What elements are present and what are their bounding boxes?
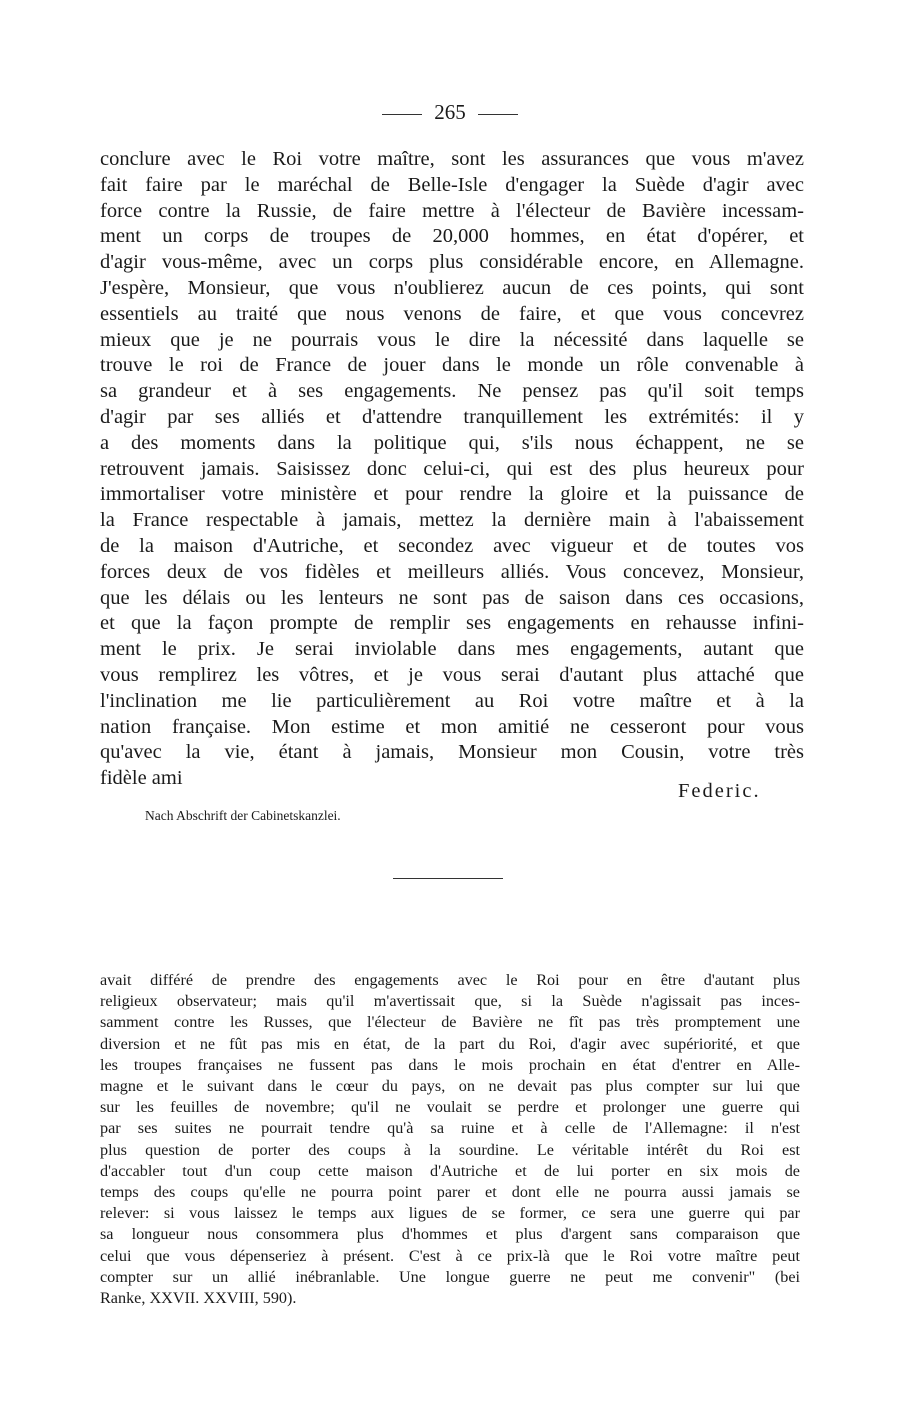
letter-line: ment un corps de troupes de 20,000 hommes, en état d'opérer, et	[100, 225, 804, 248]
letter-line: forces deux de vos fidèles et meilleurs alliés. Vous concevez, Monsieur,	[100, 560, 804, 583]
letter-line: J'espère, Monsieur, que vous n'oublierez aucun de ces points, qui sont	[100, 276, 804, 299]
footnote-line: plus question de porter des coups à la sourdine. Le véritable intérêt du Roi est	[100, 1140, 800, 1159]
letter-line: conclure avec le Roi votre maître, sont les assurances que vous m'avez	[100, 148, 804, 170]
letter-body	[100, 147, 804, 792]
footnote-line: temps des coups qu'elle ne pourra point parer et dont elle ne pourra aussi jamais se	[100, 1183, 800, 1202]
letter-line: l'inclination me lie particulièrement au Roi votre maître et à la	[100, 689, 804, 712]
footnote-line: avait différé de prendre des engagements avec le Roi pour en être d'autant plus	[100, 971, 800, 989]
footnote-body	[100, 970, 800, 1309]
letter-line: force contre la Russie, de faire mettre à l'électeur de Bavière incessam-	[100, 199, 804, 222]
letter-line: retrouvent jamais. Saisissez donc celui-ci, qui est des plus heureux pour	[100, 457, 804, 480]
footnote-line: relever: si vous laissez le temps aux ligues de se former, ce sera une guerre qui par	[100, 1204, 800, 1223]
footnote-line: celui que vous dépenseriez à présent. C'est à ce prix-là que le Roi votre maître peut	[100, 1246, 800, 1265]
footnote-line: sur les feuilles de novembre; qu'il ne voulait se perdre et prolonger une guerre qui	[100, 1098, 800, 1117]
page-number-header	[0, 100, 900, 125]
letter-line: fait faire par le maréchal de Belle-Isle d'engager la Suède d'agir avec	[100, 173, 804, 196]
letter-line: qu'avec la vie, étant à jamais, Monsieur mon Cousin, votre très	[100, 741, 804, 764]
letter-line: nation française. Mon estime et mon amitié ne cesseront pour vous	[100, 715, 804, 738]
footnote-line: compter sur un allié inébranlable. Une longue guerre ne peut me convenir" (bei	[100, 1267, 800, 1286]
letter-line: et que la façon prompte de remplir ses engagements en rehausse infini-	[100, 612, 804, 635]
footnote-line: religieux observateur; mais qu'il m'avertissait que, si la Suède n'agissait pas inces-	[100, 992, 800, 1011]
footnote-line: sa longueur nous consommera plus d'hommes et plus d'argent sans comparaison que	[100, 1225, 800, 1244]
letter-line: que les délais ou les lenteurs ne sont pas de saison dans ces occasions,	[100, 586, 804, 609]
footnote-line: Ranke, XXVII. XXVIII, 590).	[100, 1289, 297, 1308]
page-number: 265	[434, 100, 466, 124]
letter-line: trouve le roi de France de jouer dans le monde un rôle convenable à	[100, 354, 804, 377]
footnote-line: par ses suites ne pourrait tendre qu'à sa ruine et à celle de l'Allemagne: il n'est	[100, 1119, 800, 1138]
letter-line: la France respectable à jamais, mettez la dernière main à l'abaissement	[100, 509, 804, 532]
header-rule-left	[382, 114, 422, 115]
letter-line: essentiels au traité que nous venons de faire, et que vous concevrez	[100, 302, 804, 325]
letter-line: immortaliser votre ministère et pour rendre la gloire et la puissance de	[100, 483, 804, 506]
letter-line: de la maison d'Autriche, et secondez avec vigueur et de toutes vos	[100, 534, 804, 557]
signature: Federic.	[678, 780, 761, 802]
footnote-line: d'accabler tout d'un coup cette maison d'Autriche et de lui porter en six mois de	[100, 1161, 800, 1180]
letter-line: sa grandeur et à ses engagements. Ne pensez pas qu'il soit temps	[100, 380, 804, 403]
footnote-line: diversion et ne fût pas mis en état, de la part du Roi, d'agir avec supériorité, et que	[100, 1034, 800, 1053]
letter-line: d'agir par ses alliés et d'attendre tranquillement les extrémités: il y	[100, 405, 804, 428]
letter-line: d'agir vous-même, avec un corps plus considérable encore, en Allemagne.	[100, 251, 804, 274]
letter-line: fidèle ami	[100, 767, 183, 790]
letter-line: mieux que je ne pourrais vous le dire la nécessité dans laquelle se	[100, 328, 804, 351]
footnote-line: magne et le suivant dans le cœur du pays, on ne devait pas plus compter sur lui que	[100, 1077, 800, 1096]
letter-line: ment le prix. Je serai inviolable dans mes engagements, autant que	[100, 638, 804, 661]
source-note: Nach Abschrift der Cabinetskanzlei.	[145, 808, 341, 823]
letter-line: vous remplirez les vôtres, et je vous serai d'autant plus attaché que	[100, 663, 804, 686]
header-rule-right	[478, 114, 518, 115]
section-separator	[393, 878, 503, 879]
footnote-line: les troupes françaises ne fussent pas dans le mois prochain en état d'entrer en Alle-	[100, 1055, 800, 1074]
letter-line: a des moments dans la politique qui, s'ils nous échappent, ne se	[100, 431, 804, 454]
footnote-line: samment contre les Russes, que l'électeur de Bavière ne fît pas très promptement une	[100, 1013, 800, 1032]
